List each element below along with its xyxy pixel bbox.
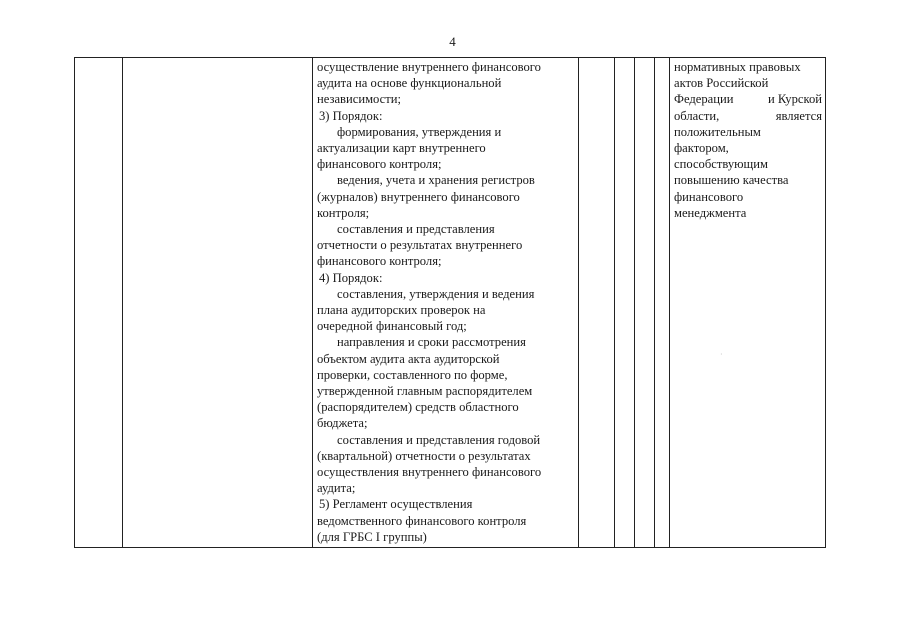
note-word: области,: [674, 108, 720, 123]
main-text-line: составления и представления: [337, 222, 495, 237]
main-text-line: (квартальной) отчетности о результатах: [317, 448, 531, 463]
note-line: актов Российской: [674, 76, 769, 91]
table-cell-col5: [615, 58, 635, 548]
main-text-line: утвержденной главным распорядителем: [317, 384, 533, 399]
note-line: способствующим: [674, 157, 768, 172]
main-text-line: финансового контроля;: [317, 254, 442, 269]
note-line: [674, 91, 822, 107]
main-text-line: формирования, утверждения и: [337, 124, 502, 139]
note-line: менеджмента: [674, 205, 747, 220]
table-cell-col2: [123, 58, 313, 548]
main-text-line: аудита на основе функциональной: [317, 76, 502, 91]
main-text-line: независимости;: [317, 92, 401, 107]
main-text-line: (распорядителем) средств областного: [317, 400, 519, 415]
table-cell-main: [313, 58, 579, 548]
main-text-line: направления и сроки рассмотрения: [337, 335, 526, 350]
note-line: фактором,: [674, 141, 729, 156]
main-text-line: финансового контроля;: [317, 157, 442, 172]
main-text-line: аудита;: [317, 481, 356, 496]
note-word: и Курской: [767, 92, 822, 107]
main-text-line: (журналов) внутреннего финансового: [317, 189, 520, 204]
table-cell-col6: [635, 58, 655, 548]
document-table: [74, 57, 826, 548]
note-line: нормативных правовых: [674, 60, 801, 74]
main-text-line: составления и представления годовой: [337, 432, 541, 447]
note-line: положительным: [674, 124, 761, 139]
main-text-line: осуществления внутреннего финансового: [317, 465, 542, 480]
table-cell-note: [670, 58, 826, 548]
main-text-line: 4) Порядок:: [319, 270, 383, 285]
main-text-line: очередной финансовый год;: [317, 319, 467, 334]
main-text-line: осуществление внутреннего финансового: [317, 60, 541, 74]
page-number: 4: [449, 34, 456, 49]
note-line: повышению качества: [674, 173, 789, 188]
note-line: [674, 108, 822, 124]
main-text-line: отчетности о результатах внутреннего: [317, 238, 523, 253]
scan-speck: ·: [720, 350, 723, 359]
table-row: [75, 58, 826, 548]
main-text-line: 5) Регламент осуществления: [319, 497, 473, 512]
main-text-line: (для ГРБС I группы): [317, 529, 427, 544]
main-text-line: составления, утверждения и ведения: [337, 286, 535, 301]
main-text-line: плана аудиторских проверок на: [317, 303, 486, 318]
table-cell-col1: [75, 58, 123, 548]
main-text-line: контроля;: [317, 205, 370, 220]
note-text-block: [670, 58, 825, 221]
main-text-line: объектом аудита акта аудиторской: [317, 351, 500, 366]
main-text-line: ведения, учета и хранения регистров: [337, 173, 535, 188]
main-text-line: проверки, составленного по форме,: [317, 367, 508, 382]
note-word: Федерации: [674, 92, 734, 107]
note-line: финансового: [674, 189, 744, 204]
note-word: является: [775, 108, 822, 123]
main-text-line: 3) Порядок:: [319, 108, 383, 123]
main-text-line: ведомственного финансового контроля: [317, 513, 527, 528]
table-cell-col7: [655, 58, 670, 548]
main-text-block: [313, 58, 578, 545]
table-cell-col4: [579, 58, 615, 548]
main-text-line: бюджета;: [317, 416, 368, 431]
main-text-line: актуализации карт внутреннего: [317, 141, 486, 156]
